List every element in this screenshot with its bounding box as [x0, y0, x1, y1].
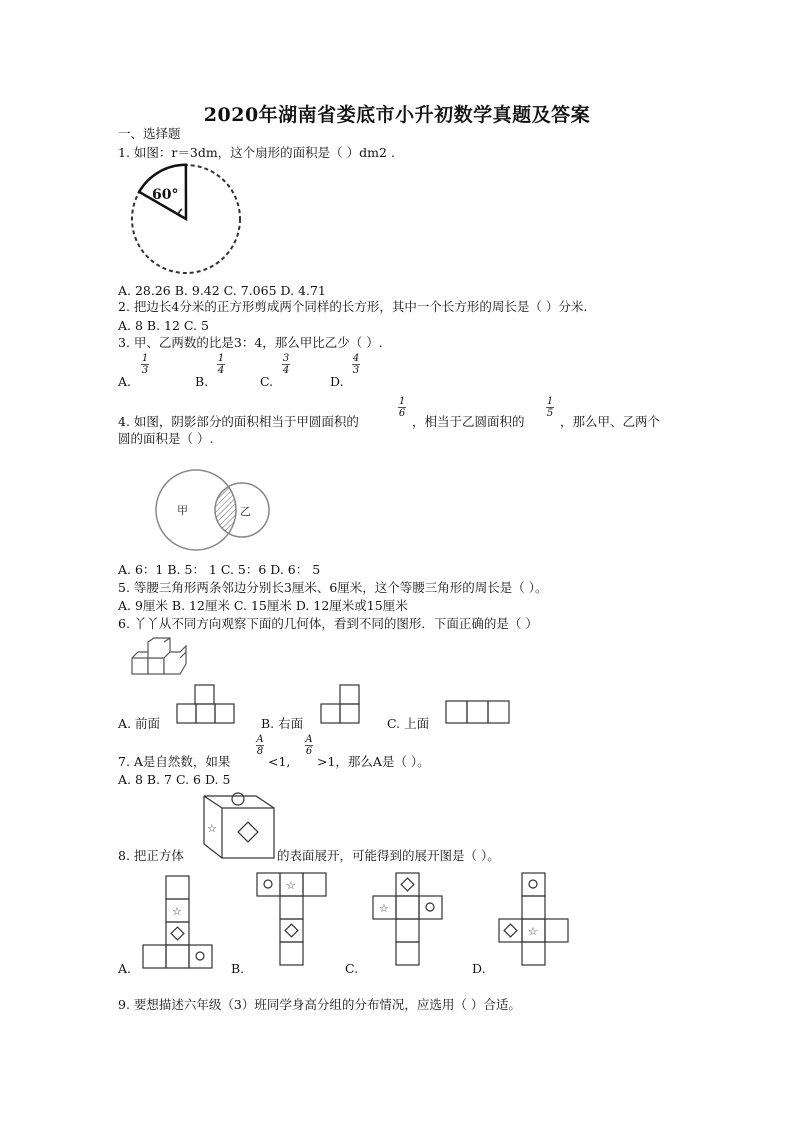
- right-view-figure: [320, 684, 362, 724]
- svg-text:☆: ☆: [207, 822, 217, 835]
- q7-text-part3: >1，那么A是（ ）。: [317, 754, 430, 769]
- q3-text: 3. 甲、乙两数的比是3：4，那么甲比乙少（ ）.: [118, 335, 383, 350]
- q4-text-part4: 圆的面积是（ ）.: [118, 431, 214, 446]
- q3-option-b: B.: [195, 374, 209, 389]
- net-option-c-figure: [372, 872, 448, 972]
- label-jia: 甲: [177, 504, 188, 517]
- q8-text-part1: 8. 把正方体: [118, 848, 184, 863]
- q4-fraction-1: 1 6: [398, 396, 406, 419]
- q3-fraction-d: 4 3: [352, 353, 360, 376]
- q6-text: 6. 丫丫从不同方向观察下面的几何体，看到不同的图形．下面正确的是（ ）: [118, 616, 538, 631]
- q1-text: 1. 如图：r＝3dm，这个扇形的面积是（ ）dm2 .: [118, 145, 395, 160]
- q1-options: A. 28.26 B. 9.42 C. 7.065 D. 4.71: [118, 283, 326, 298]
- q5-options: A. 9厘米 B. 12厘米 C. 15厘米 D. 12厘米或15厘米: [118, 598, 408, 613]
- q5-text: 5. 等腰三角形两条邻边分别长3厘米、6厘米，这个等腰三角形的周长是（ ）。: [118, 580, 548, 595]
- q4-text-part2: ，相当于乙圆面积的: [412, 414, 525, 429]
- net-option-a-figure: [142, 875, 218, 975]
- page-title: 2020年湖南省娄底市小升初数学真题及答案: [203, 104, 591, 126]
- q6-option-b: B. 右面: [261, 716, 304, 731]
- q3-option-a: A.: [118, 374, 132, 389]
- svg-text:☆: ☆: [286, 879, 296, 892]
- cube-figure: [202, 790, 278, 862]
- q4-text-part3: ，那么甲、乙两个: [560, 414, 661, 429]
- q7-text-part1: 7. A是自然数，如果: [118, 754, 231, 769]
- q6-option-a: A. 前面: [118, 716, 160, 731]
- q3-option-c: C.: [260, 374, 274, 389]
- q8-text-part2: 的表面展开，可能得到的展开图是（ ）。: [277, 848, 500, 863]
- q3-fraction-a: 1 3: [141, 353, 149, 376]
- angle-label: 60°: [152, 187, 179, 203]
- q6-option-c: C. 上面: [387, 716, 430, 731]
- q9-text: 9. 要想描述六年级（3）班同学身高分组的分布情况，应选用（ ）合适。: [118, 997, 521, 1012]
- q8-option-a: A.: [118, 961, 132, 976]
- q4-options: A. 6：1 B. 5： 1 C. 5：6 D. 6： 5: [118, 562, 321, 577]
- q4-text-part1: 4. 如图，阴影部分的面积相当于甲圆面积的: [118, 414, 359, 429]
- q4-fraction-2: 1 5: [546, 396, 554, 419]
- section-heading: 一、选择题: [118, 126, 181, 141]
- q2-text: 2. 把边长4分米的正方形剪成两个同样的长方形，其中一个长方形的周长是（ ）分米.: [118, 299, 588, 314]
- net-option-b-figure: [256, 872, 332, 972]
- stacked-cubes-figure: [132, 638, 192, 678]
- q8-option-c: C.: [345, 961, 359, 976]
- net-option-d-figure: [498, 872, 574, 972]
- sector-circle-figure: [130, 165, 245, 275]
- q7-fraction-1: A 8: [256, 734, 264, 757]
- q3-option-d: D.: [330, 374, 344, 389]
- top-view-figure: [445, 700, 511, 726]
- venn-circles-figure: [150, 470, 280, 555]
- q8-option-d: D.: [472, 961, 486, 976]
- q7-text-part2: <1,: [268, 754, 291, 769]
- q2-options: A. 8 B. 12 C. 5: [118, 318, 209, 333]
- svg-text:☆: ☆: [528, 925, 538, 938]
- q3-fraction-b: 1 4: [217, 353, 225, 376]
- front-view-figure: [176, 684, 236, 724]
- q8-option-b: B.: [231, 961, 245, 976]
- q3-fraction-c: 3 4: [282, 353, 290, 376]
- label-yi: 乙: [240, 505, 251, 518]
- svg-text:☆: ☆: [172, 905, 182, 918]
- q7-fraction-2: A 6: [305, 734, 313, 757]
- q7-options: A. 8 B. 7 C. 6 D. 5: [118, 772, 231, 787]
- svg-text:☆: ☆: [379, 902, 389, 915]
